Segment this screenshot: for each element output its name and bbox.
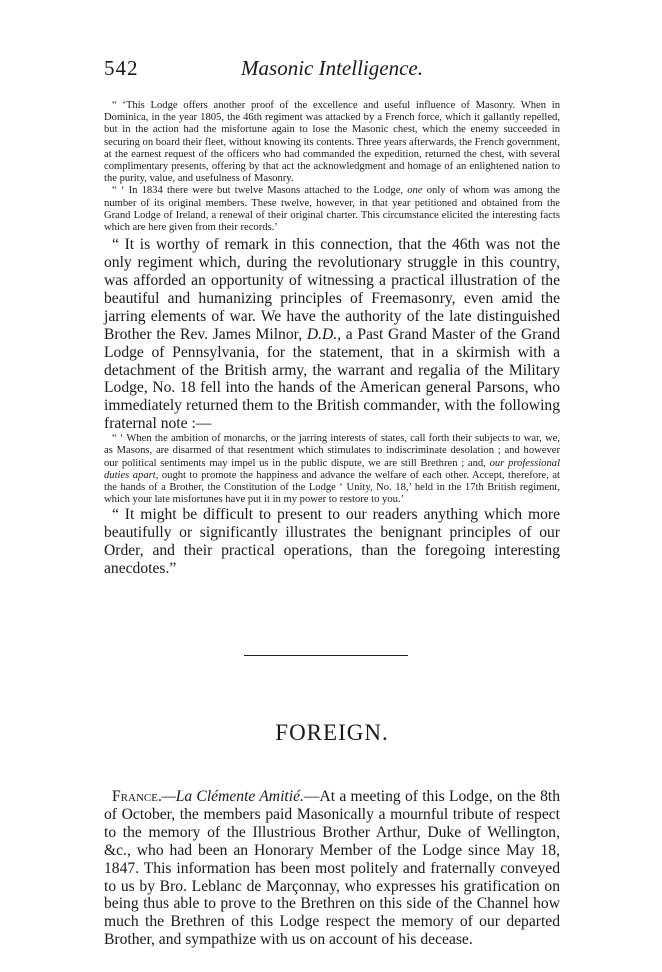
section-heading: FOREIGN. <box>275 720 389 745</box>
page-header <box>104 56 560 84</box>
section-divider <box>244 655 408 656</box>
country-lead: France. <box>112 788 162 805</box>
fraternal-note: “ ‘ When the ambition of monarchs, or the jarring interests of states, call forth their subjects to war, we, as Masons, are disarmed of that resentment which stimulates to indiscriminate desolation ; and however our political sentiments may impel us in the public dispute, we are still Brethren ; and, our professional duties apart, ought to promote the happiness and advance the welfare of each other. Accept, therefore, at the hands of a Brother, the Constitution of the Lodge ‘ Unity, No. 18,’ held in the 17th British regiment, which your late misfortunes have put it in my power to restore to you.’ <box>104 433 561 506</box>
page-number: 542 <box>104 56 139 80</box>
closing-paragraph: “ It might be difficult to present to our readers anything which more beautifully or significantly illustrates the benignant principles of our Order, and their practical operations, than the foregoing interesting anecdotes.” <box>104 506 560 578</box>
quote-paragraph-1: “ ‘This Lodge offers another proof of the excellence and useful influence of Masonry. When in Dominica, in the year 1805, the 46th regiment was attacked by a French force, which it gallantly repelled, but in the action had the misfortune again to lose the Masonic chest, which the enemy succeeded in securing on board their fleet, without knowing its contents. Three years afterwards, the French government, at the earnest request of the officers who had commanded the expedition, returned the chest, with several complimentary presents, offering by that act the acknowledgment and homage of an enlightened nation to the purity, value, and usefulness of Masonry. <box>104 100 560 185</box>
lodge-name: —La Clémente Amitié. <box>161 788 304 805</box>
quote-paragraph-2: “ ‘ In 1834 there were but twelve Masons attached to the Lodge, one only of whom was among the number of its original members. These twelve, however, in that year petitioned and obtained from the Grand Lodge of Ireland, a renewal of their original charter. This circumstance elicited the interesting facts which are here given from their records.’ <box>104 185 560 234</box>
main-paragraph: “ It is worthy of remark in this connection, that the 46th was not the only regiment which, during the revolutionary struggle in this country, was afforded an opportunity of witnessing a practical illustration of the beautiful and humanizing principles of Freemasonry, even amid the jarring elements of war. We have the authority of the late distinguished Brother the Rev. James Milnor, D.D., a Past Grand Master of the Grand Lodge of Pennsylvania, for the statement, that in a skirmish with a detachment of the British army, the warrant and regalia of the Military Lodge, No. 18 fell into the hands of the American general Parsons, who immediately returned them to the British commander, with the following fraternal note :— <box>104 236 561 433</box>
france-paragraph: France.—La Clémente Amitié.—At a meeting of this Lodge, on the 8th of October, the members paid Masonically a mournful tribute of respect to the memory of the Illustrious Brother Arthur, Duke of Wellington, &c., who had been an Honorary Member of the Lodge since May 18, 1847. This information has been most politely and fraternally conveyed to us by Bro. Leblanc de Marçonnay, who expresses his gratification on being thus able to prove to the Brethren on this side of the Channel how much the Brethren of this Lodge respect the memory of our departed Brother, and sympathize with us on account of his decease. <box>104 788 560 949</box>
foreign-section-body <box>104 788 560 949</box>
running-title: Masonic Intelligence. <box>241 56 423 80</box>
article-body <box>104 100 560 578</box>
